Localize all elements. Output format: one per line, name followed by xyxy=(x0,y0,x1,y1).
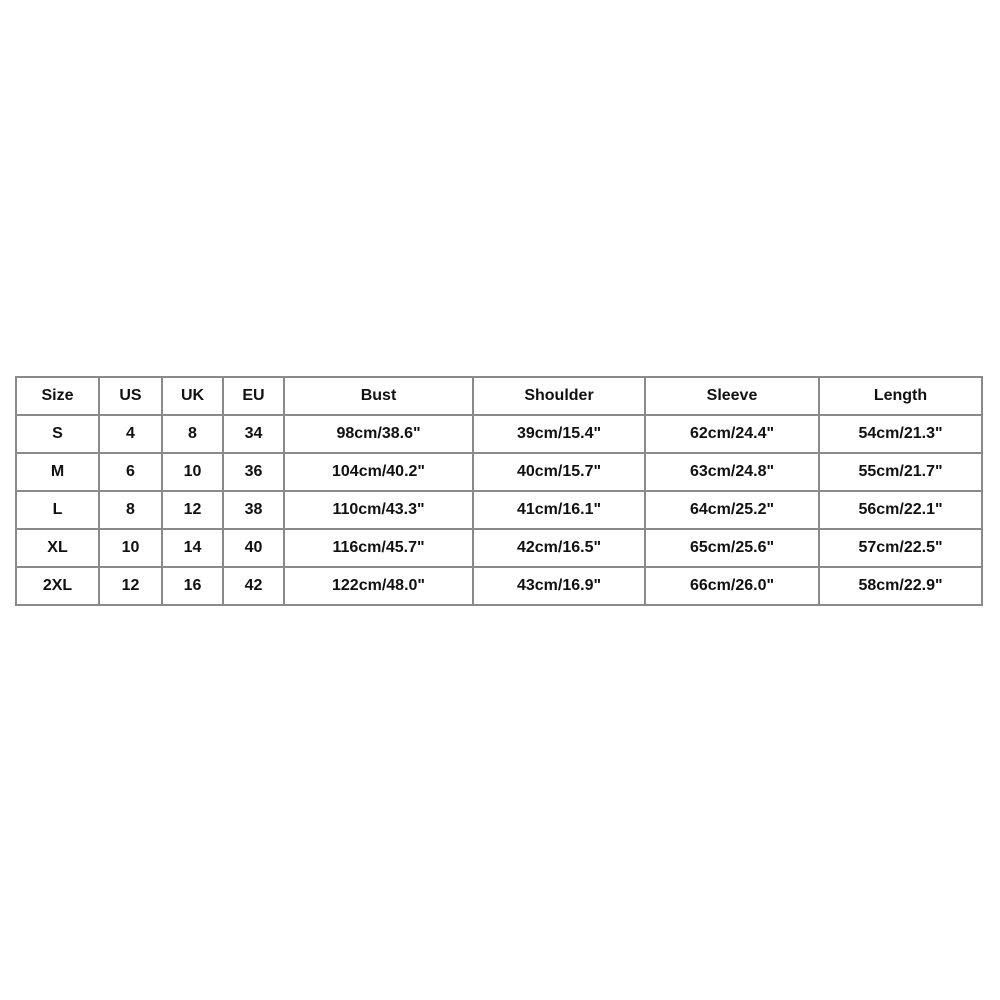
header-uk: UK xyxy=(162,377,223,415)
cell-uk: 16 xyxy=(162,567,223,605)
cell-us: 12 xyxy=(99,567,162,605)
cell-eu: 40 xyxy=(223,529,284,567)
header-eu: EU xyxy=(223,377,284,415)
cell-size: XL xyxy=(16,529,99,567)
cell-uk: 10 xyxy=(162,453,223,491)
cell-eu: 42 xyxy=(223,567,284,605)
cell-size: M xyxy=(16,453,99,491)
table-row xyxy=(16,415,982,453)
cell-bust: 110cm/43.3" xyxy=(284,491,473,529)
cell-sleeve: 64cm/25.2" xyxy=(645,491,819,529)
size-chart-table xyxy=(15,376,983,606)
cell-shoulder: 40cm/15.7" xyxy=(473,453,645,491)
cell-bust: 104cm/40.2" xyxy=(284,453,473,491)
cell-size: S xyxy=(16,415,99,453)
cell-us: 10 xyxy=(99,529,162,567)
header-bust: Bust xyxy=(284,377,473,415)
table-header-row xyxy=(16,377,982,415)
cell-sleeve: 62cm/24.4" xyxy=(645,415,819,453)
cell-length: 55cm/21.7" xyxy=(819,453,982,491)
table-row xyxy=(16,491,982,529)
cell-bust: 122cm/48.0" xyxy=(284,567,473,605)
cell-eu: 34 xyxy=(223,415,284,453)
table-row xyxy=(16,453,982,491)
cell-us: 4 xyxy=(99,415,162,453)
cell-shoulder: 42cm/16.5" xyxy=(473,529,645,567)
cell-shoulder: 41cm/16.1" xyxy=(473,491,645,529)
cell-length: 54cm/21.3" xyxy=(819,415,982,453)
cell-us: 6 xyxy=(99,453,162,491)
cell-uk: 12 xyxy=(162,491,223,529)
cell-uk: 8 xyxy=(162,415,223,453)
cell-bust: 116cm/45.7" xyxy=(284,529,473,567)
cell-sleeve: 63cm/24.8" xyxy=(645,453,819,491)
cell-sleeve: 65cm/25.6" xyxy=(645,529,819,567)
header-size: Size xyxy=(16,377,99,415)
cell-us: 8 xyxy=(99,491,162,529)
cell-length: 57cm/22.5" xyxy=(819,529,982,567)
cell-bust: 98cm/38.6" xyxy=(284,415,473,453)
cell-length: 58cm/22.9" xyxy=(819,567,982,605)
cell-shoulder: 43cm/16.9" xyxy=(473,567,645,605)
table-row xyxy=(16,529,982,567)
header-shoulder: Shoulder xyxy=(473,377,645,415)
table-row xyxy=(16,567,982,605)
cell-uk: 14 xyxy=(162,529,223,567)
cell-sleeve: 66cm/26.0" xyxy=(645,567,819,605)
cell-eu: 38 xyxy=(223,491,284,529)
cell-eu: 36 xyxy=(223,453,284,491)
header-sleeve: Sleeve xyxy=(645,377,819,415)
cell-length: 56cm/22.1" xyxy=(819,491,982,529)
cell-size: L xyxy=(16,491,99,529)
header-length: Length xyxy=(819,377,982,415)
header-us: US xyxy=(99,377,162,415)
cell-shoulder: 39cm/15.4" xyxy=(473,415,645,453)
cell-size: 2XL xyxy=(16,567,99,605)
